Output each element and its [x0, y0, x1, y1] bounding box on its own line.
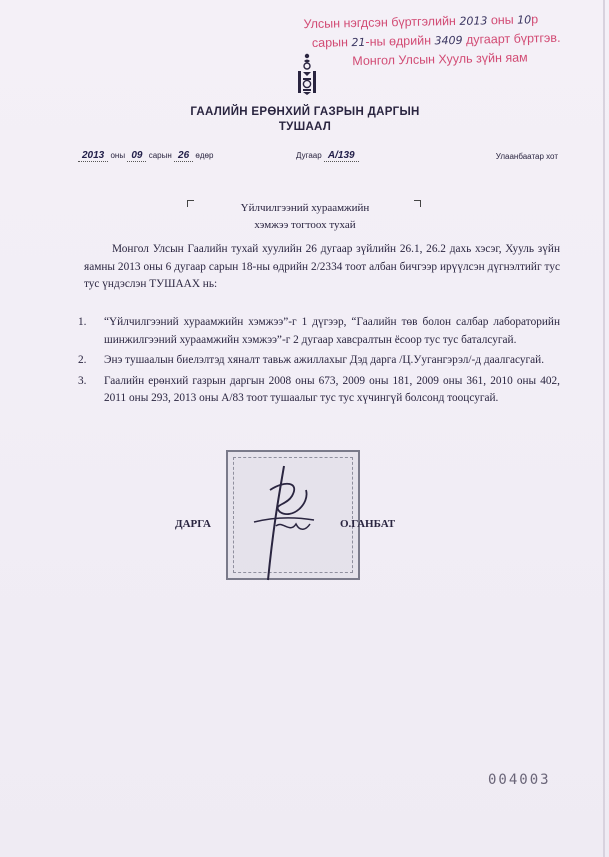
- order-number-value: А/139: [324, 150, 359, 162]
- soyombo-emblem-icon: [294, 52, 320, 96]
- signatory-name: О.ГАНБАТ: [340, 518, 396, 530]
- order-list: [78, 314, 560, 411]
- document-number: 004003: [488, 772, 551, 788]
- registration-number: 3409: [434, 33, 463, 48]
- order-place: Улаанбаатар хот: [495, 152, 558, 161]
- preamble-text: Монгол Улсын Гаалийн тухай хуулийн 26 дугаар зүйлийн 26.1, 26.2 дахь хэсэг, Хууль зүйн яамны 2013 оны 6 дугаар сарын 18-ны өдрийн 2/2334 тоот албан бичгээр ирүүлсэн дүгнэлтийг тус тус үндэслэн ТУШААХ нь:: [84, 243, 560, 290]
- order-item-text: “Үйлчилгээний хураамжийн хэмжээ”-г 1 дүгээр, “Гаалийн төв болон салбар лабораторийн шинжилгээний хураамжийн хэмжээ”-г 2 дугаар хавсралтын ёсоор тус тус баталсугай.: [104, 316, 560, 346]
- preamble: [84, 241, 560, 294]
- order-number: Дугаар А/139: [296, 150, 359, 161]
- date-line: [78, 150, 558, 166]
- order-item: [78, 314, 560, 349]
- order-month: 09: [127, 150, 146, 162]
- order-day: 26: [174, 150, 193, 162]
- order-date: 2013 оны 09 сарын 26 өдөр: [78, 150, 213, 161]
- order-item-text: Энэ тушаалын биелэлтэд хяналт тавьж ажиллахыг Дэд дарга /Ц.Уугангэрэл/-д даалгасугай.: [104, 354, 545, 366]
- registration-year: 2013: [459, 14, 488, 28]
- registration-stamp-line3: Монгол Улсын Хууль зүйн яам: [352, 50, 528, 69]
- registration-day: 21: [351, 35, 366, 50]
- order-item-number: 1.: [78, 316, 87, 328]
- document-title: ГААЛИЙН ЕРӨНХИЙ ГАЗРЫН ДАРГЫН ТУШААЛ: [190, 106, 420, 133]
- order-year: 2013: [78, 150, 108, 162]
- page-edge: [603, 0, 605, 857]
- order-item: [78, 352, 560, 370]
- subject-heading: Үйлчилгээний хураамжийн хэмжээ тогтоох тухай: [240, 202, 370, 231]
- handwritten-signature-icon: [240, 460, 330, 590]
- signatory-role: ДАРГА: [175, 518, 211, 530]
- order-item-number: 2.: [78, 354, 87, 366]
- registration-stamp-line2: сарын 21-ны өдрийн 3409 дугаарт бүртгэв.: [311, 30, 561, 50]
- order-item: [78, 373, 560, 408]
- registration-stamp-line1: Улсын нэгдсэн бүртгэлийн 2013 оны 10р: [303, 12, 539, 32]
- registration-stamp: [303, 9, 604, 79]
- registration-month: 10: [517, 13, 532, 27]
- order-item-number: 3.: [78, 374, 87, 387]
- order-item-text: Гаалийн ерөнхий газрын даргын 2008 оны 673, 2009 оны 181, 2009 оны 361, 2010 оны 402, 2011 оны 293, 2013 оны А/83 тоот тушаалыг тус тус хүчингүй болсонд тооцсугай.: [104, 374, 560, 404]
